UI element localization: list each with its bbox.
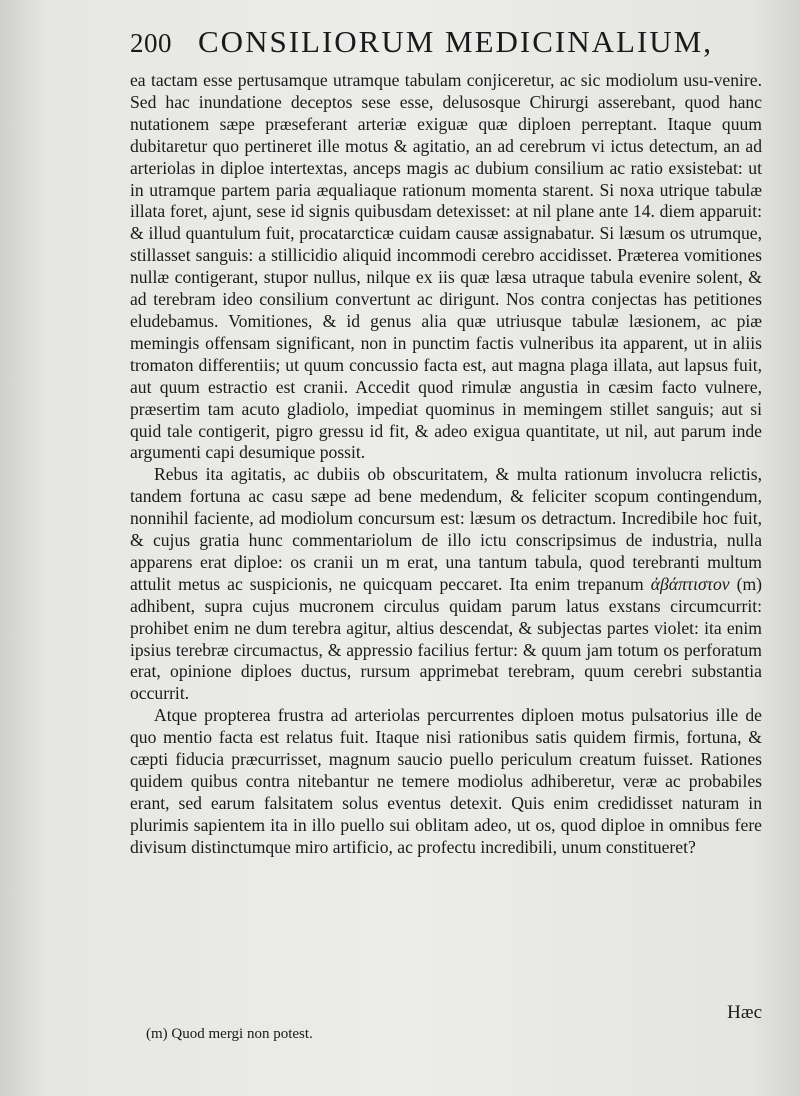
body-text bbox=[130, 70, 762, 859]
catchword: Hæc bbox=[727, 1002, 762, 1023]
paragraph-text: Rebus ita agitatis, ac dubiis ob obscuritatem, & multa rationum involucra relictis, tandem fortuna ac casu sæpe ad bene medendum, & feliciter scopum contingendum, nonnihil faciente, ad modiolum concursum est: læsum os detractum. Incredibile hoc fuit, & cujus gratia hunc commentariolum de illo ictu conscripsimus de industria, nulla apparens erat diploe: os cranii un m erat, una tantum tabula, quod terebranti multum attulit metus ac suspicionis, ne quicquam peccaret. Ita enim trepanum bbox=[130, 464, 762, 594]
paragraph bbox=[130, 464, 762, 705]
paragraph-text: ea tactam esse pertusamque utramque tabulam conjiceretur, ac sic modiolum usu-venire. Sed hac inundatione deceptos sese esse, delusosque Chirurgi asserebant, quod hanc nutationem sæpe præseferant arteriæ exiguæ quæ diploen perreptant. Itaque quum dubitaretur quo pertineret ille motus & agitatio, an ad cerebrum vi ictus detectum, an ad arteriolas in diploe intertextas, anceps magis ac dubium consilium ac ratio exsistebat: ut in utramque partem paria æqualiaque rationum momenta starent. Si noxa utrique tabulæ illata foret, ajunt, sese id signis quibusdam detexisset: at nil plane ante 14. diem apparuit: & illud quantulum fuit, procatarcticæ cuidam causæ assignabatur. Si læsum os utrumque, stillasset sanguis: a stillicidio aliquid incommodi cerebro accidisset. Præterea vomitiones nullæ contigerant, stupor nullus, nilque ex iis quæ læsa utraque tabula evenire solent, & ad terebram ideo consilium convertunt ac dirigunt. Nos contra conjectas has petitiones eludebamus. Vomitiones, & id genus alia quæ utriusque tabulæ læsionem, ac piæ memingis offensam significant, non in punctim factis vulneribus ita apparent, ut in aliis tromaton differentiis; ut quum concussio facta est, aut magna plaga illata, aut lapsus fuit, aut quum estractio est cranii. Accedit quod rimulæ angustia in cæsim facto vulnere, præsertim tam acuto gladiolo, impediat quominus in memingem stillet sanguis; aut si quid tale contigerit, pigro gressu id fit, & adeo exigua quantitate, ut nil, aut parum inde argumenti capi desumique possit. bbox=[130, 70, 762, 463]
footnote: (m) Quod mergi non potest. bbox=[146, 1026, 313, 1042]
page-number: 200 bbox=[130, 28, 172, 58]
running-title: CONSILIORUM MEDICINALIUM, bbox=[198, 24, 713, 59]
paragraph-text: (m) adhibent, supra cujus mucronem circulus quidam parum latus exstans circumcurrit: prohibet enim ne dum terebra agitur, altius descendat, & subjectas partes violet: ita enim ipsius terebræ circumactus, & appressio facilius fertur: & quum jam totum os perforatum erat, opinione diploes ductus, rursum apprimebat terebram, quum cerebri substantia occurrit. bbox=[130, 573, 762, 704]
page-header bbox=[130, 22, 720, 62]
paragraph-text: Atque propterea frustra ad arteriolas percurrentes diploen motus pulsatorius ille de quo mentio facta est relatus fuit. Itaque nisi rationibus satis quidem firmis, fortuna, & cæpti fiducia præcurrisset, magnum saucio puello periculum creatum fuisset. Rationes quidem quibus contra nitebantur ne temere modiolus adhiberetur, veræ ac probabiles erant, sed earum falsitatem solus eventus detexit. Quis enim credidisset naturam in plurimis sapientem ita in illo puello sui oblitam adeo, ut os, quod diploe in omnibus fere divisum distinctumque miro artificio, ac profectu incredibili, unum constitueret? bbox=[130, 705, 762, 857]
paragraph bbox=[130, 705, 762, 858]
paragraph bbox=[130, 70, 762, 464]
greek-term: ἀβάπτιστον bbox=[650, 573, 730, 594]
